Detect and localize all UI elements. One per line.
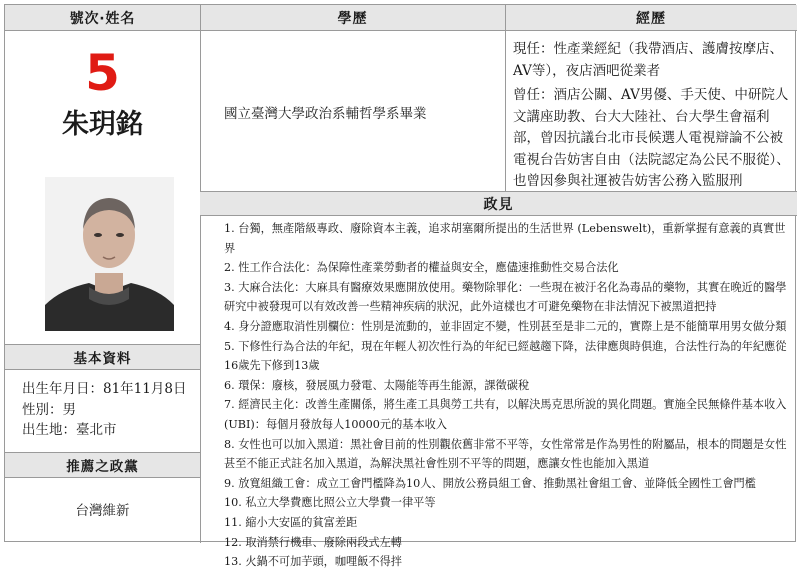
policy-item: 13. 火鍋不可加芋頭，咖哩飯不得拌	[224, 555, 402, 569]
header-party: 推薦之政黨	[5, 453, 200, 477]
policy-item: 3. 大麻合法化：大麻具有醫療效果應開放使用。藥物除罪化：一些現在被汙名化為毒品的藥物，其實在晚近的醫學研究中被發現可以有效改善一些精神疾病的狀況，此外這樣也才可避免藥物在非法情況下被黑道把持	[224, 280, 787, 314]
divider-basic-bottom	[5, 369, 200, 370]
gender: 性別：男	[22, 401, 76, 418]
experience-past: 曾任：酒店公關、AV男優、手天使、中研院人文講座助教、台大大陸社、台大學生會福利部，曾因抗議台北市長候選人電視辯論不公被電視台告妨害自由（法院認定為公民不服從）、也曾因參與社運被告妨害公務入監服刑	[513, 87, 790, 189]
header-education: 學歷	[200, 5, 505, 31]
policy-item: 12. 取消禁行機車、廢除兩段式左轉	[224, 535, 402, 549]
policy-item: 1. 台獨，無產階級專政、廢除資本主義，追求胡塞爾所提出的生活世界 (Lebenswelt)，重新掌握有意義的真實世界	[224, 222, 786, 255]
policy-item: 2. 性工作合法化：為保障性產業勞動者的權益與安全，應儘速推動性交易合法化	[224, 261, 619, 275]
policy-item: 7. 經濟民主化：改善生產關係，將生產工具與勞工共有，以解決馬克思所說的異化問題。實施全民無條件基本收入(UBI)：每個月發放每人10000元的基本收入	[224, 398, 787, 431]
policy-item: 4. 身分證應取消性別欄位：性別是流動的，並非固定不變，性別甚至是非二元的，實際上是不能簡單用男女做分類	[224, 319, 787, 333]
divider-middle	[505, 5, 506, 192]
header-basic-info: 基本資料	[5, 345, 200, 369]
birthplace: 出生地：臺北市	[22, 422, 117, 438]
birthdate: 出生年月日：81年11月8日	[22, 381, 187, 397]
divider-party-bottom	[5, 477, 200, 478]
policy-item: 9. 放寬組織工會：成立工會門檻降為10人、開放公務員組工會、推動黑社會組工會、並降低全國性工會門檻	[224, 476, 756, 490]
party-name: 台灣維新	[75, 503, 130, 519]
header-number-name: 號次‧姓名	[5, 5, 200, 31]
basic-info	[22, 379, 186, 441]
candidate-name: 朱玥銘	[62, 109, 143, 140]
policy-list	[224, 219, 790, 572]
policy-item: 8. 女性也可以加入黑道：黑社會目前的性別觀依舊非常不平等，女性常常是作為男性的附屬品，根本的問題是女性甚至不能正式註名加入黑道，為解決黑社會性別不平等的問題，應讓女性也能加入黑道	[224, 437, 787, 471]
policy-item: 6. 環保：廢核，發展風力發電、太陽能等再生能源，課徵碳稅	[224, 378, 530, 392]
candidate-sheet	[4, 4, 796, 569]
education-text: 國立臺灣大學政治系輔哲學系畢業	[224, 106, 427, 122]
candidate-photo	[45, 177, 174, 331]
divider-left	[200, 5, 201, 543]
policy-item: 5. 下修性行為合法的年紀，現在年輕人初次性行為的年紀已經越趨下降，法律應與時俱進，合法性行為的年紀應從16歲先下修到13歲	[224, 339, 787, 373]
experience-text	[513, 39, 793, 193]
portrait-image	[45, 177, 174, 331]
header-policy: 政見	[200, 191, 797, 216]
policy-item: 11. 縮小大安區的貧富差距	[224, 515, 358, 529]
policy-item: 10. 私立大學費應比照公立大學費一律平等	[224, 496, 436, 510]
experience-current: 現任：性產業經紀（我帶酒店、護膚按摩店、AV等），夜店酒吧從業者	[513, 41, 783, 79]
header-experience: 經歷	[505, 5, 797, 31]
candidate-number: 5	[85, 44, 120, 102]
